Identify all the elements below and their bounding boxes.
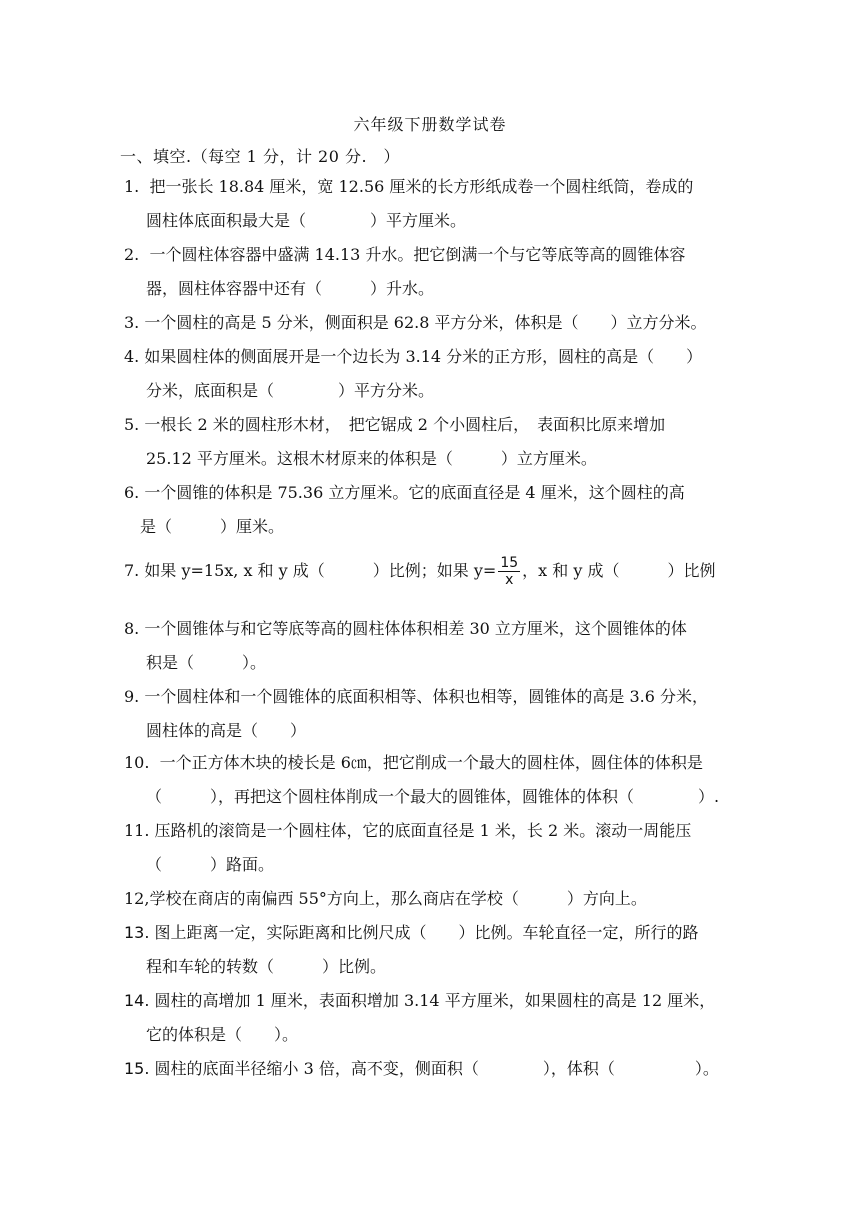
question-4 xyxy=(124,340,744,408)
question-7 xyxy=(124,554,744,588)
question-line xyxy=(124,984,744,1018)
fraction xyxy=(498,555,520,588)
question-line xyxy=(124,612,744,646)
fraction-denominator: x xyxy=(505,572,514,588)
question-line: 积是（ ）。 xyxy=(146,653,267,672)
question-line: 器，圆柱体容器中还有（ ）升水。 xyxy=(146,279,435,298)
question-number: 11. xyxy=(124,821,150,840)
question-line xyxy=(124,170,744,204)
question-text: 一个圆柱的高是 5 分米，侧面积是 62.8 平方分米，体积是（ ）立方分米。 xyxy=(144,313,707,332)
question-number: 9. xyxy=(124,687,140,706)
question-11 xyxy=(124,814,744,882)
question-line xyxy=(124,476,744,510)
question-text: 如果 y=15x, x 和 y 成（ ）比例；如果 y= xyxy=(144,561,497,580)
question-line xyxy=(124,554,744,588)
question-13 xyxy=(124,916,744,984)
question-6 xyxy=(124,476,744,544)
question-number: 3. xyxy=(124,313,140,332)
question-text: 一个圆锥体与和它等底等高的圆柱体体积相差 30 立方厘米，这个圆锥体的体 xyxy=(144,619,687,638)
question-text: 学校在商店的南偏西 55°方向上，那么商店在学校（ ）方向上。 xyxy=(149,889,647,908)
question-line xyxy=(124,916,744,950)
question-line xyxy=(124,408,744,442)
question-line: 是（ ）厘米。 xyxy=(140,517,285,536)
question-12 xyxy=(124,882,744,916)
question-9 xyxy=(124,680,744,748)
question-2 xyxy=(124,238,744,306)
question-line xyxy=(124,306,744,340)
question-number: 13. xyxy=(124,923,150,942)
question-line: （ ）路面。 xyxy=(146,855,275,874)
question-text: 一个圆柱体和一个圆锥体的底面积相等、体积也相等，圆锥体的高是 3.6 分米， xyxy=(144,687,708,706)
question-3 xyxy=(124,306,744,340)
question-number: 7. xyxy=(124,561,140,580)
question-14 xyxy=(124,984,744,1052)
question-line: 程和车轮的转数（ ）比例。 xyxy=(146,957,387,976)
question-number: 14. xyxy=(124,991,150,1010)
question-text: ，x 和 y 成（ ）比例 xyxy=(522,561,716,580)
question-line xyxy=(124,882,744,916)
question-number: 15. xyxy=(124,1059,150,1078)
question-text: 把一张长 18.84 厘米，宽 12.56 厘米的长方形纸成卷一个圆柱纸筒，卷成的 xyxy=(149,177,694,196)
question-line: 分米，底面积是（ ）平方分米。 xyxy=(146,381,435,400)
question-text: 如果圆柱体的侧面展开是一个边长为 3.14 分米的正方形，圆柱的高是（ ） xyxy=(144,347,703,366)
question-number: 1. xyxy=(124,177,140,196)
question-line xyxy=(124,746,744,780)
question-line: （ ），再把这个圆柱体削成一个最大的圆锥体，圆锥体的体积（ ）. xyxy=(146,787,720,806)
question-number: 4. xyxy=(124,347,140,366)
question-line xyxy=(124,680,744,714)
question-number: 10. xyxy=(124,753,150,772)
question-text: 一个圆锥的体积是 75.36 立方厘米。它的底面直径是 4 厘米，这个圆柱的高 xyxy=(144,483,685,502)
question-line: 它的体积是（ ）。 xyxy=(146,1025,299,1044)
question-text: 压路机的滚筒是一个圆柱体，它的底面直径是 1 米，长 2 米。滚动一周能压 xyxy=(154,821,692,840)
question-5 xyxy=(124,408,744,476)
question-line: 圆柱体底面积最大是（ ）平方厘米。 xyxy=(146,211,467,230)
question-text: 一个圆柱体容器中盛满 14.13 升水。把它倒满一个与它等底等高的圆锥体容 xyxy=(149,245,686,264)
fraction-numerator: 15 xyxy=(500,555,519,571)
question-line xyxy=(124,238,744,272)
question-line xyxy=(124,814,744,848)
question-text: 圆柱的高增加 1 厘米，表面积增加 3.14 平方厘米，如果圆柱的高是 12 厘米， xyxy=(154,991,716,1010)
question-15 xyxy=(124,1052,744,1086)
question-number: 5. xyxy=(124,415,140,434)
question-number: 12, xyxy=(124,889,150,908)
question-line: 圆柱体的高是（ ） xyxy=(146,721,307,740)
section-heading: 一、填空.（每空 1 分，计 20 分. ） xyxy=(120,147,401,166)
question-text: 一根长 2 米的圆柱形木材， 把它锯成 2 个小圆柱后， 表面积比原来增加 xyxy=(144,415,666,434)
question-line xyxy=(124,340,744,374)
question-line: 25.12 平方厘米。这根木材原来的体积是（ ）立方厘米。 xyxy=(146,449,597,468)
question-number: 6. xyxy=(124,483,140,502)
question-1 xyxy=(124,170,744,238)
question-10 xyxy=(124,746,744,814)
question-line xyxy=(124,1052,744,1086)
question-text: 图上距离一定，实际距离和比例尺成（ ）比例。车轮直径一定，所行的路 xyxy=(154,923,699,942)
question-number: 8. xyxy=(124,619,140,638)
question-text: 圆柱的底面半径缩小 3 倍，高不变，侧面积（ ），体积（ ）。 xyxy=(154,1059,719,1078)
question-number: 2. xyxy=(124,245,140,264)
question-8 xyxy=(124,612,744,680)
page-title: 六年级下册数学试卷 xyxy=(353,115,507,134)
question-text: 一个正方体木块的棱长是 6㎝，把它削成一个最大的圆柱体，圆住体的体积是 xyxy=(159,753,703,772)
